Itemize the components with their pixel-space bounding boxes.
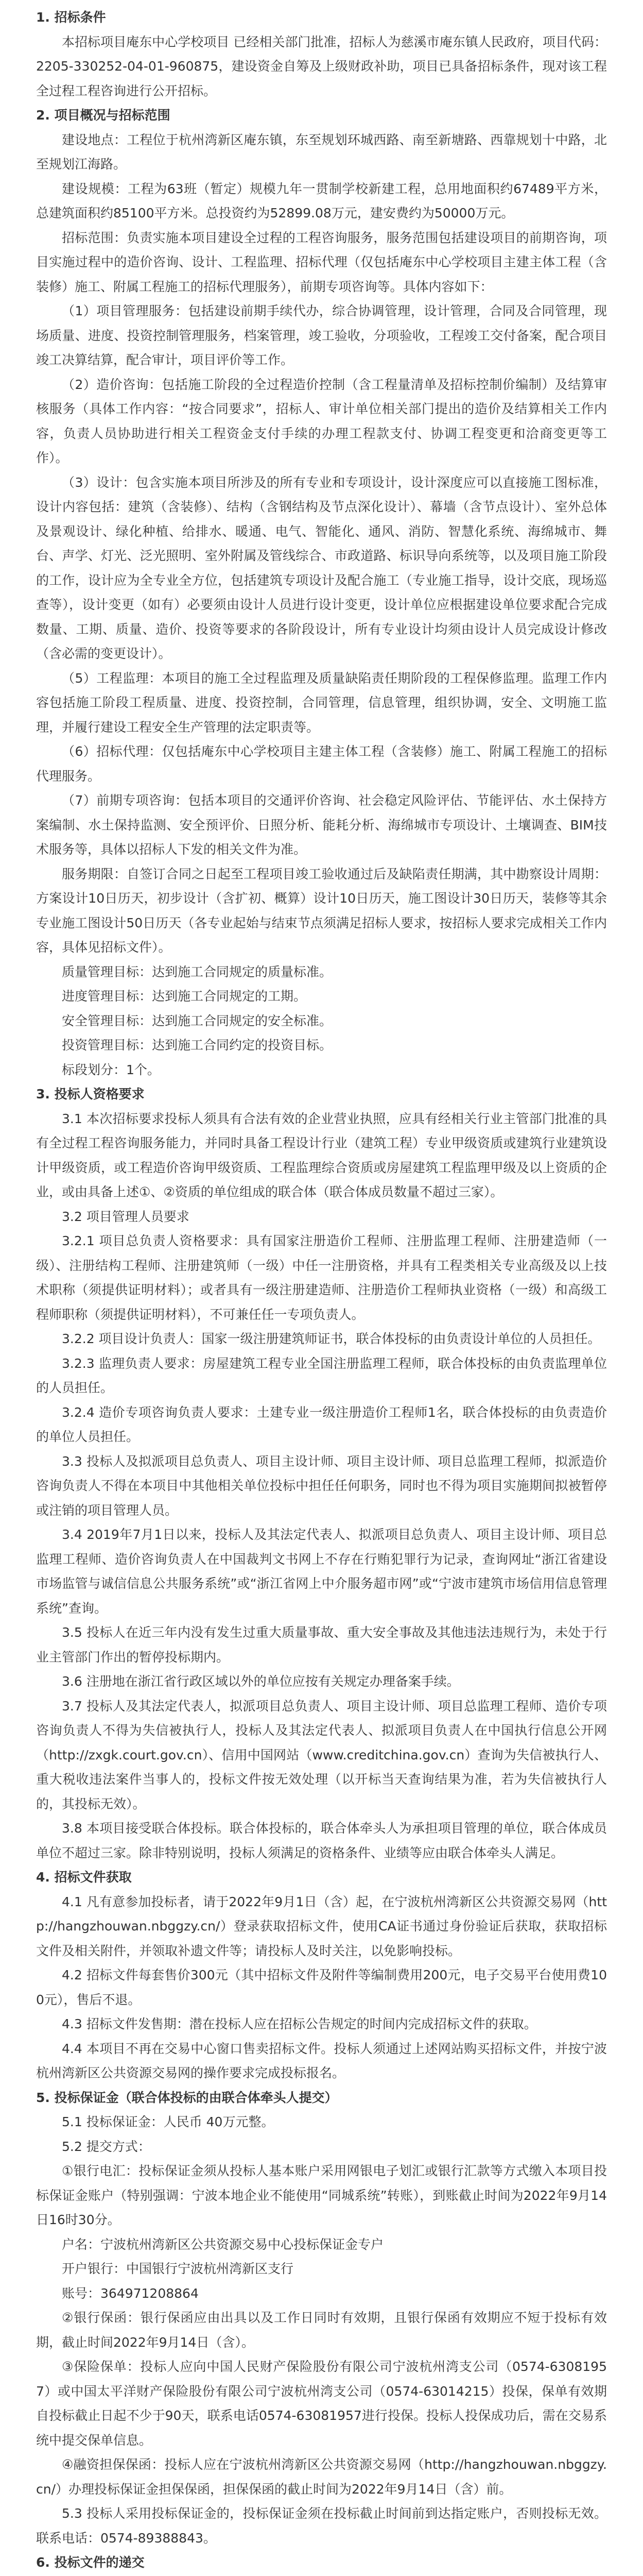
paragraph: （3）设计：包含实施本项目所涉及的所有专业和专项设计，设计深度应可以直接施工图标准，设计内容包括：建筑（含装修）、结构（含钢结构及节点深化设计）、幕墙（含节点设计）、室外总体及景观设计、绿化种植、给排水、暖通、电气、智能化、通风、消防、智慧化系统、海绵城市、舞台、声学、灯光、泛光照明、室外附属及管线综合、市政道路、标识导向系统等，以及项目施工阶段的工作，设计应为全专业全方位，包括建筑专项设计及配合施工（专业施工指导，设计交底，现场巡查等），设计变更（如有）必要须由设计人员进行设计变更，设计单位应根据建设单位要求配合完成数量、工期、质量、造价、投资等要求的各阶段设计，所有专业设计均须由设计人员完成设计修改（含必需的变更设计）。 (36, 474, 607, 661)
section-1-heading: 1. 招标条件 (36, 10, 106, 25)
paragraph: （2）造价咨询：包括施工阶段的全过程造价控制（含工程量清单及招标控制价编制）及结算审核服务（具体工作内容：“按合同要求”，招标人、审计单位相关部门提出的造价及结算相关工作内容，负责人员协助进行相关工程资金支付手续的办理工程款支付、协调工程变更和洽商变更等工作）。 (36, 377, 607, 465)
paragraph: 开户银行：中国银行宁波杭州湾新区支行 (62, 2261, 294, 2276)
paragraph: （5）工程监理：本项目的施工全过程监理及质量缺陷责任期阶段的工程保修监理。监理工作内容包括施工阶段工程质量、进度、投资控制，合同管理，信息管理，组织协调，安全、文明施工监理，并履行建设工程安全生产管理的法定职责等。 (36, 670, 607, 735)
section-3-body (36, 1107, 607, 1866)
paragraph: ④融资担保保函：投标人应在宁波杭州湾新区公共资源交易网（http://hangzhouwan.nbggzy.cn/）办理投标保证金担保保函，担保保函的截止时间为2022年9月14日（含）前。 (36, 2457, 607, 2497)
paragraph: 3.2.4 造价专项咨询负责人要求：土建专业一级注册造价工程师1名，联合体投标的由负责造价的单位人员担任。 (36, 1404, 607, 1444)
section-5-body (36, 2110, 607, 2550)
paragraph: 5.1 投标保证金：人民币 40万元整。 (62, 2114, 274, 2129)
paragraph: 安全管理目标：达到施工合同规定的安全标准。 (62, 1013, 333, 1028)
paragraph: 3.7 投标人及其法定代表人，拟派项目总负责人、项目主设计师、项目总监理工程师、造价专项咨询负责人不得为失信被执行人，投标人及其法定代表人、拟派项目负责人在中国执行信息公开网（http://zxgk.court.gov.cn）、信用中国网站（www.creditchina.gov.cn）查询为失信被执行人、重大税收违法案件当事人的，投标文件按无效处理（以开标当天查询结果为准，若为失信被执行人的，其投标无效）。 (36, 1698, 607, 1811)
paragraph: 3.2.2 项目设计负责人：国家一级注册建筑师证书，联合体投标的由负责设计单位的人员担任。 (62, 1331, 601, 1346)
paragraph: 招标范围：负责实施本项目建设全过程的工程咨询服务，服务范围包括建设项目的前期咨询，项目实施过程中的造价咨询、设计、工程监理、招标代理（仅包括庵东中心学校项目主建主体工程（含装修）施工、附属工程施工的招标代理服务），前期专项咨询等。具体内容如下： (36, 230, 607, 294)
section-1-paragraph: 本招标项目庵东中心学校项目 已经相关部门批准，招标人为慈溪市庵东镇人民政府，项目代码：2205-330252-04-01-960875，建设资金自筹及上级财政补助，项目已具备招标条件，现对该工程全过程工程咨询进行公开招标。 (36, 34, 607, 98)
paragraph: 4.3 招标文件发售期：潜在投标人应在招标公告规定的时间内完成招标文件的获取。 (62, 2016, 537, 2031)
paragraph: 3.1 本次招标要求投标人须具有合法有效的企业营业执照，应具有经相关行业主管部门批准的具有全过程工程咨询服务能力，并同时具备工程设计行业（建筑工程）专业甲级资质或建筑行业建筑设计甲级资质，或工程造价咨询甲级资质、工程监理综合资质或房屋建筑工程监理甲级及以上资质的企业，或由具备上述①、②资质的单位组成的联合体（联合体成员数量不超过三家）。 (36, 1111, 607, 1199)
paragraph: 3.8 本项目接受联合体投标。联合体投标的，联合体牵头人为承担项目管理的单位，联合体成员单位不超过三家。除非特别说明，投标人须满足的资格条件、业绩等应由联合体牵头人满足。 (36, 1821, 607, 1860)
section-5-heading: 5. 投标保证金（联合体投标的由联合体牵头人提交） (36, 2090, 338, 2105)
paragraph: ①银行电汇：投标保证金须从投标人基本账户采用网银电子划汇或银行汇款等方式缴入本项目投标保证金账户（特别强调：宁波本地企业不能使用“同城系统”转账），到账截止时间为2022年9月14日16时30分。 (36, 2163, 607, 2227)
paragraph: （6）招标代理：仅包括庵东中心学校项目主建主体工程（含装修）施工、附属工程施工的招标代理服务。 (36, 744, 607, 784)
paragraph: 5.3 投标人采用投标保证金的，投标保证金须在投标截止时间前到达指定账户，否则投标无效。联系电话：0574-89388843。 (36, 2506, 607, 2546)
section-2-heading: 2. 项目概况与招标范围 (36, 108, 170, 123)
paragraph: 进度管理目标：达到施工合同规定的工期。 (62, 989, 307, 1004)
paragraph: ②银行保函：银行保函应由出具以及工作日同时有效期，且银行保函有效期应不短于投标有效期，截止时间2022年9月14日（含）。 (36, 2310, 607, 2350)
paragraph: 建设规模：工程为63班（暂定）规模九年一贯制学校新建工程，总用地面积约67489平方米，总建筑面积约85100平方米。总投资约为52899.08万元，建安费约为50000万元。 (36, 181, 607, 221)
paragraph: 4.4 本项目不再在交易中心窗口售卖招标文件。投标人须通过上述网站购买招标文件，并按宁波杭州湾新区公共资源交易网的操作要求完成投标报名。 (36, 2041, 607, 2080)
paragraph: 3.3 投标人及拟派项目总负责人、项目主设计师、项目主设计师、项目总监理工程师，拟派造价咨询负责人不得在本项目中其他相关单位投标中担任任何职务，同时也不得为项目实施期间拟被暂停或注销的项目管理人员。 (36, 1453, 607, 1518)
paragraph: 3.2.1 项目总负责人资格要求：具有国家注册造价工程师、注册监理工程师、注册建造师（一级）、注册结构工程师、注册建筑师（一级）中任一注册资格，并具有工程类相关专业高级及以上技术职称（须提供证明材料）；或者具有一级注册建造师、注册造价工程师执业资格（一级）和高级工程师职称（须提供证明材料），不可兼任任一专项负责人。 (36, 1233, 607, 1322)
paragraph: 户名：宁波杭州湾新区公共资源交易中心投标保证金专户 (62, 2236, 384, 2252)
paragraph: 3.5 投标人在近三年内没有发生过重大质量事故、重大安全事故及其他违法违规行为，未处于行业主管部门作出的暂停投标期内。 (36, 1625, 607, 1665)
paragraph: 服务期限：自签订合同之日起至工程项目竣工验收通过后及缺陷责任期满，其中勘察设计周期：方案设计10日历天，初步设计（含扩初、概算）设计10日历天，施工图设计30日历天，装修等其余专业施工图设计50日历天（各专业起始与结束节点须满足招标人要求，按招标人要求完成相关工作内容，具体见招标文件）。 (36, 866, 607, 955)
paragraph: 标段划分：1个。 (62, 1062, 160, 1077)
section-4-body (36, 1890, 607, 2086)
paragraph: 投资管理目标：达到施工合同约定的投资目标。 (62, 1038, 333, 1053)
paragraph: ③保险保单：投标人应向中国人民财产保险股份有限公司宁波杭州湾支公司（0574-63081957）或中国太平洋财产保险股份有限公司宁波杭州湾支公司（0574-63014215）投保，保单有效期自投标截止日起不少于90天，联系电话0574-63081957进行投保。投标人投保成功后，需在交易系统中提交保单信息。 (36, 2359, 607, 2448)
paragraph: 3.2.3 监理负责人要求：房屋建筑工程专业全国注册监理工程师，联合体投标的由负责监理单位的人员担任。 (36, 1355, 607, 1395)
paragraph: （7）前期专项咨询：包括本项目的交通评价咨询、社会稳定风险评估、节能评估、水土保持方案编制、水土保持监测、安全预评价、日照分析、能耗分析、海绵城市专项设计、土壤调查、BIM技术服务等，具体以招标人下发的相关文件为准。 (36, 793, 607, 857)
paragraph: 4.2 招标文件每套售价300元（其中招标文件及附件等编制费用200元，电子交易平台使用费100元），售后不退。 (36, 1968, 607, 2007)
section-4-heading: 4. 招标文件获取 (36, 1870, 132, 1885)
paragraph: 4.1 凡有意参加投标者，请于2022年9月1日（含）起，在宁波杭州湾新区公共资源交易网（http://hangzhouwan.nbggzy.cn/）登录获取招标文件，使用CA证书通过身份验证后获取，获取招标文件及相关附件，并领取补遗文件等；请投标人及时关注，以免影响投标。 (36, 1894, 607, 1958)
section-2-body (36, 128, 607, 1082)
paragraph: （1）项目管理服务：包括建设前期手续代办，综合协调管理，设计管理，合同及合同管理，现场质量、进度、投资控制管理服务，档案管理，竣工验收，分项验收，工程竣工交付备案，配合项目竣工决算结算，配合审计，项目评价等工作。 (36, 303, 607, 367)
paragraph: 5.2 提交方式： (62, 2139, 151, 2154)
paragraph: 质量管理目标：达到施工合同规定的质量标准。 (62, 964, 333, 979)
paragraph: 3.4 2019年7月1日以来，投标人及其法定代表人、拟派项目总负责人、项目主设计师、项目总监理工程师、造价咨询负责人在中国裁判文书网上不存在行贿犯罪行为记录，查询网址“浙江省建设市场监管与诚信信息公共服务系统”或“浙江省网上中介服务超市网”或“宁波市建筑市场信用信息管理系统”查询。 (36, 1527, 607, 1616)
paragraph: 3.2 项目管理人员要求 (62, 1209, 189, 1224)
paragraph: 3.6 注册地在浙江省行政区域以外的单位应按有关规定办理备案手续。 (62, 1674, 460, 1689)
paragraph: 账号：364971208864 (62, 2285, 199, 2301)
section-3-heading: 3. 投标人资格要求 (36, 1087, 145, 1101)
section-6-heading: 6. 投标文件的递交 (36, 2555, 145, 2570)
paragraph: 建设地点：工程位于杭州湾新区庵东镇，东至规划环城西路、南至新塘路、西靠规划十中路，北至规划江海路。 (36, 132, 607, 172)
